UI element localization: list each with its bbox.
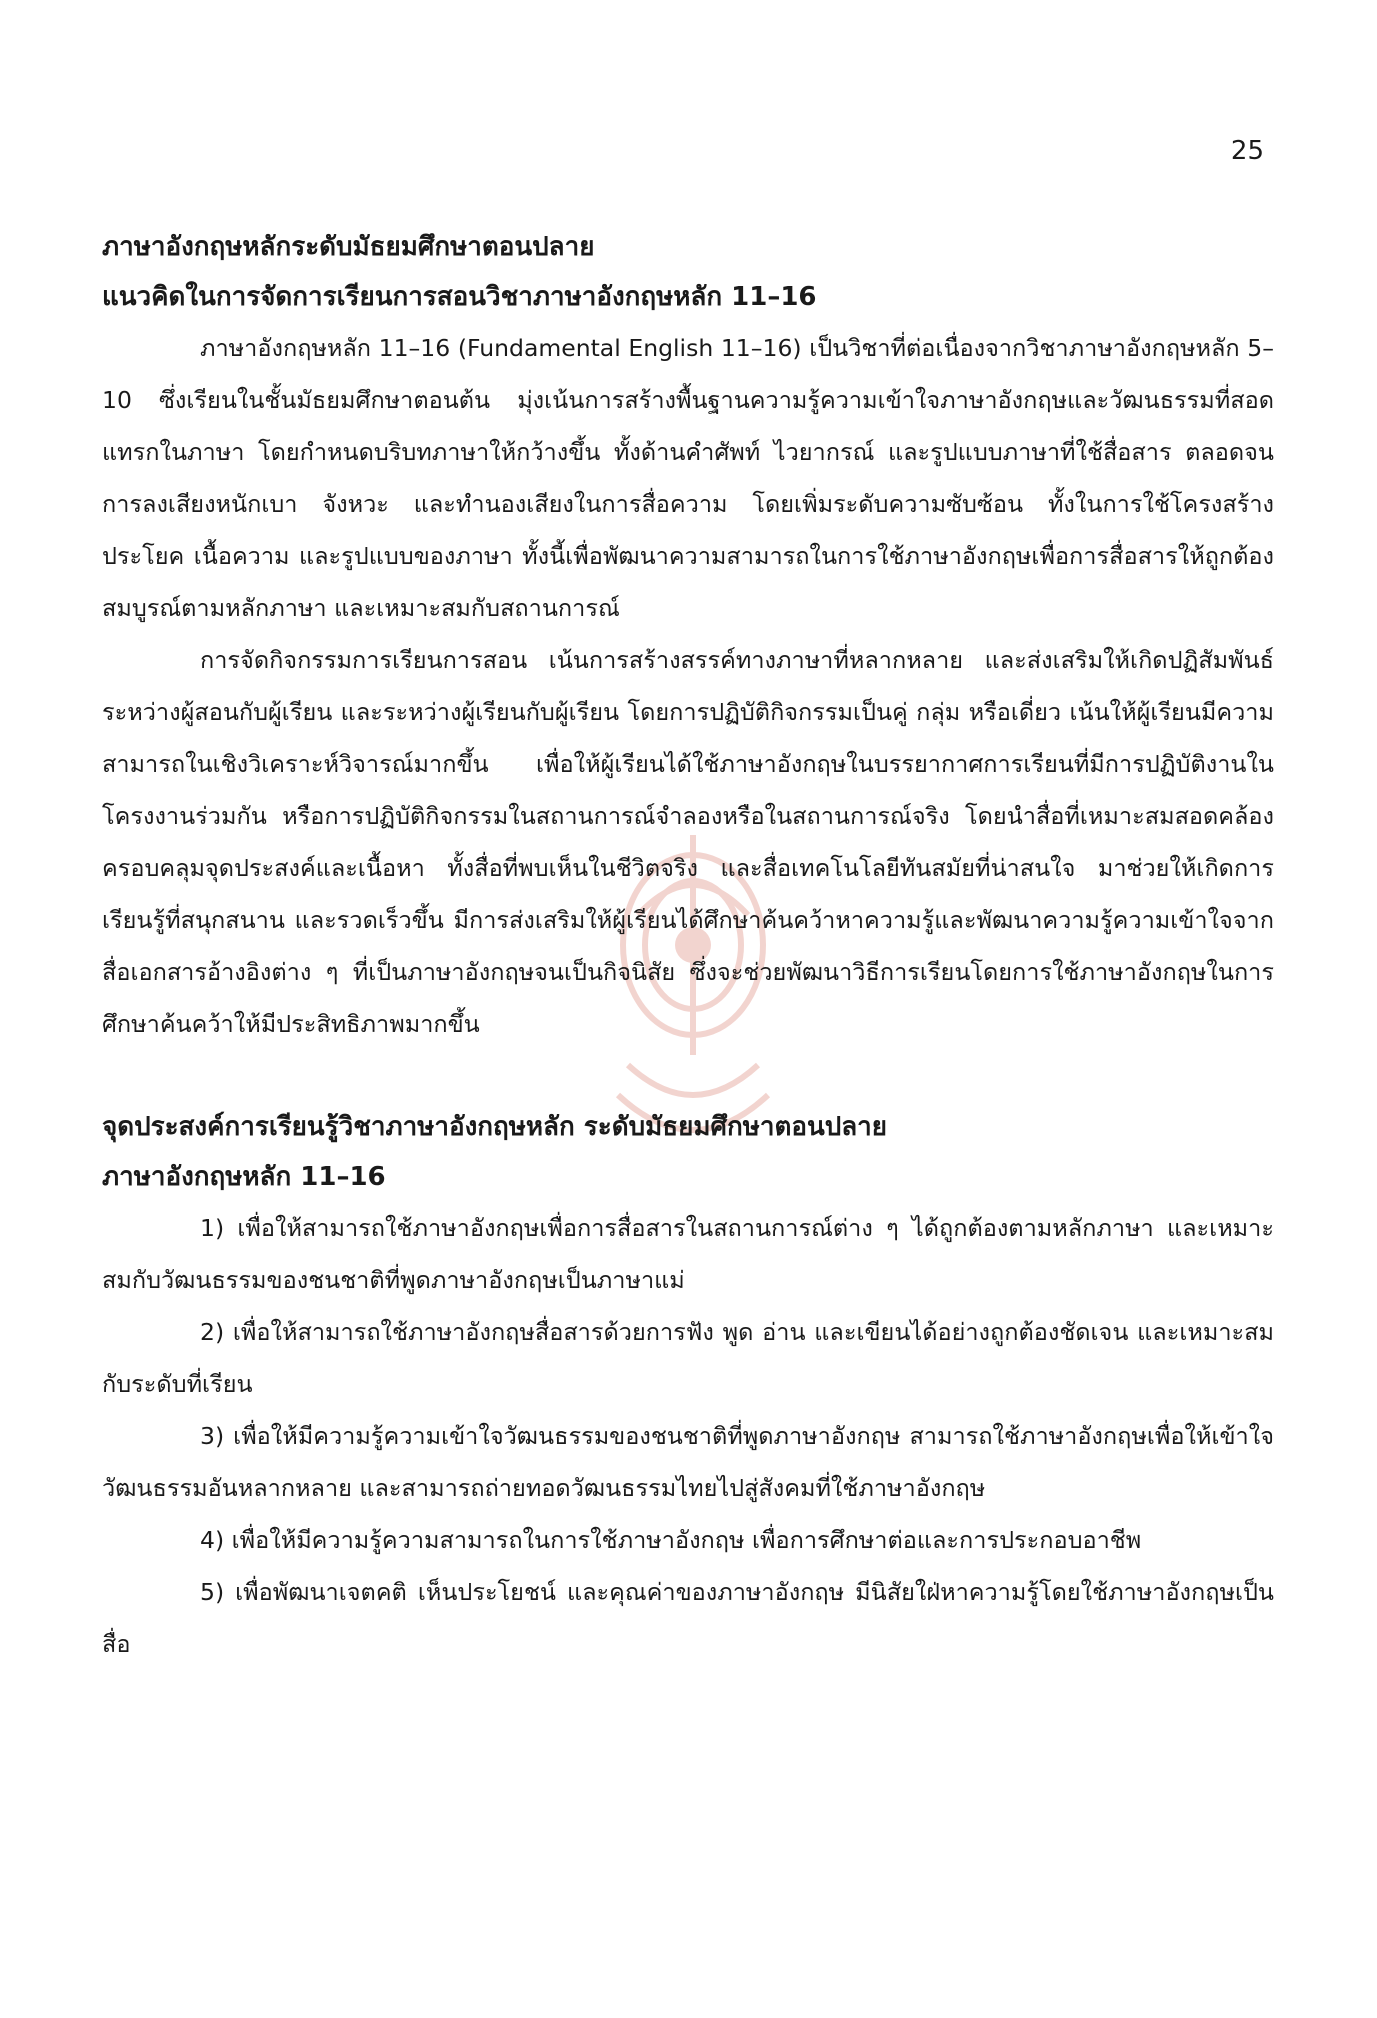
objective-item: 4) เพื่อให้มีความรู้ความสามารถในการใช้ภาษาอังกฤษ เพื่อการศึกษาต่อและการประกอบอาชีพ — [200, 1526, 1142, 1554]
objective-item: 2) เพื่อให้สามารถใช้ภาษาอังกฤษสื่อสารด้วยการฟัง พูด อ่าน และเขียนได้อย่างถูกต้องชัดเจน และเหมาะสมกับระดับที่เรียน — [102, 1318, 1274, 1398]
objective-item: 3) เพื่อให้มีความรู้ความเข้าใจวัฒนธรรมของชนชาติที่พูดภาษาอังกฤษ สามารถใช้ภาษาอังกฤษเพื่อให้เข้าใจวัฒนธรรมอันหลากหลาย และสามารถถ่ายทอดวัฒนธรรมไทยไปสู่สังคมที่ใช้ภาษาอังกฤษ — [102, 1422, 1274, 1502]
page-number: 25 — [1230, 136, 1264, 166]
objectives-subtitle: ภาษาอังกฤษหลัก 11–16 — [102, 1162, 386, 1192]
body-paragraph: ภาษาอังกฤษหลัก 11–16 (Fundamental English 11–16) เป็นวิชาที่ต่อเนื่องจากวิชาภาษาอังกฤษหลัก 5–10 ซึ่งเรียนในชั้นมัธยมศึกษาตอนต้น มุ่งเน้นการสร้างพื้นฐานความรู้ความเข้าใจภาษาอังกฤษและวัฒนธรรมที่สอดแทรกในภาษา โดยกำหนดบริบทภาษาให้กว้างขึ้น ทั้งด้านคำศัพท์ ไวยากรณ์ และรูปแบบภาษาที่ใช้สื่อสาร ตลอดจนการลงเสียงหนักเบา จังหวะ และทำนองเสียงในการสื่อความ โดยเพิ่มระดับความซับซ้อน ทั้งในการใช้โครงสร้างประโยค เนื้อความ และรูปแบบของภาษา ทั้งนี้เพื่อพัฒนาความสามารถในการใช้ภาษาอังกฤษเพื่อการสื่อสารให้ถูกต้องสมบูรณ์ตามหลักภาษา และเหมาะสมกับสถานการณ์ — [102, 334, 1274, 622]
body-paragraph: การจัดกิจกรรมการเรียนการสอน เน้นการสร้างสรรค์ทางภาษาที่หลากหลาย และส่งเสริมให้เกิดปฏิสัมพันธ์ระหว่างผู้สอนกับผู้เรียน และระหว่างผู้เรียนกับผู้เรียน โดยการปฏิบัติกิจกรรมเป็นคู่ กลุ่ม หรือเดี่ยว เน้นให้ผู้เรียนมีความสามารถในเชิงวิเคราะห์วิจารณ์มากขึ้น เพื่อให้ผู้เรียนได้ใช้ภาษาอังกฤษในบรรยากาศการเรียนที่มีการปฏิบัติงานในโครงงานร่วมกัน หรือการปฏิบัติกิจกรรมในสถานการณ์จำลองหรือในสถานการณ์จริง โดยนำสื่อที่เหมาะสมสอดคล้องครอบคลุมจุดประสงค์และเนื้อหา ทั้งสื่อที่พบเห็นในชีวิตจริง และสื่อเทคโนโลยีทันสมัยที่น่าสนใจ มาช่วยให้เกิดการเรียนรู้ที่สนุกสนาน และรวดเร็วขึ้น มีการส่งเสริมให้ผู้เรียนได้ศึกษาค้นคว้าหาความรู้และพัฒนาความรู้ความเข้าใจจากสื่อเอกสารอ้างอิงต่าง ๆ ที่เป็นภาษาอังกฤษจนเป็นกิจนิสัย ซึ่งจะช่วยพัฒนาวิธีการเรียนโดยการใช้ภาษาอังกฤษในการศึกษาค้นคว้าให้มีประสิทธิภาพมากขึ้น — [102, 646, 1274, 1038]
objective-item: 1) เพื่อให้สามารถใช้ภาษาอังกฤษเพื่อการสื่อสารในสถานการณ์ต่าง ๆ ได้ถูกต้องตามหลักภาษา และเหมาะสมกับวัฒนธรรมของชนชาติที่พูดภาษาอังกฤษเป็นภาษาแม่ — [102, 1214, 1274, 1294]
section-title: ภาษาอังกฤษหลักระดับมัธยมศึกษาตอนปลาย — [102, 232, 595, 262]
document-body — [102, 222, 1274, 1670]
section-spacer — [102, 1050, 1274, 1102]
section-subtitle: แนวคิดในการจัดการเรียนการสอนวิชาภาษาอังกฤษหลัก 11–16 — [102, 282, 817, 312]
objective-item: 5) เพื่อพัฒนาเจตคติ เห็นประโยชน์ และคุณค่าของภาษาอังกฤษ มีนิสัยใฝ่หาความรู้โดยใช้ภาษาอังกฤษเป็นสื่อ — [102, 1578, 1274, 1658]
objectives-title: จุดประสงค์การเรียนรู้วิชาภาษาอังกฤษหลัก ระดับมัธยมศึกษาตอนปลาย — [102, 1112, 887, 1142]
